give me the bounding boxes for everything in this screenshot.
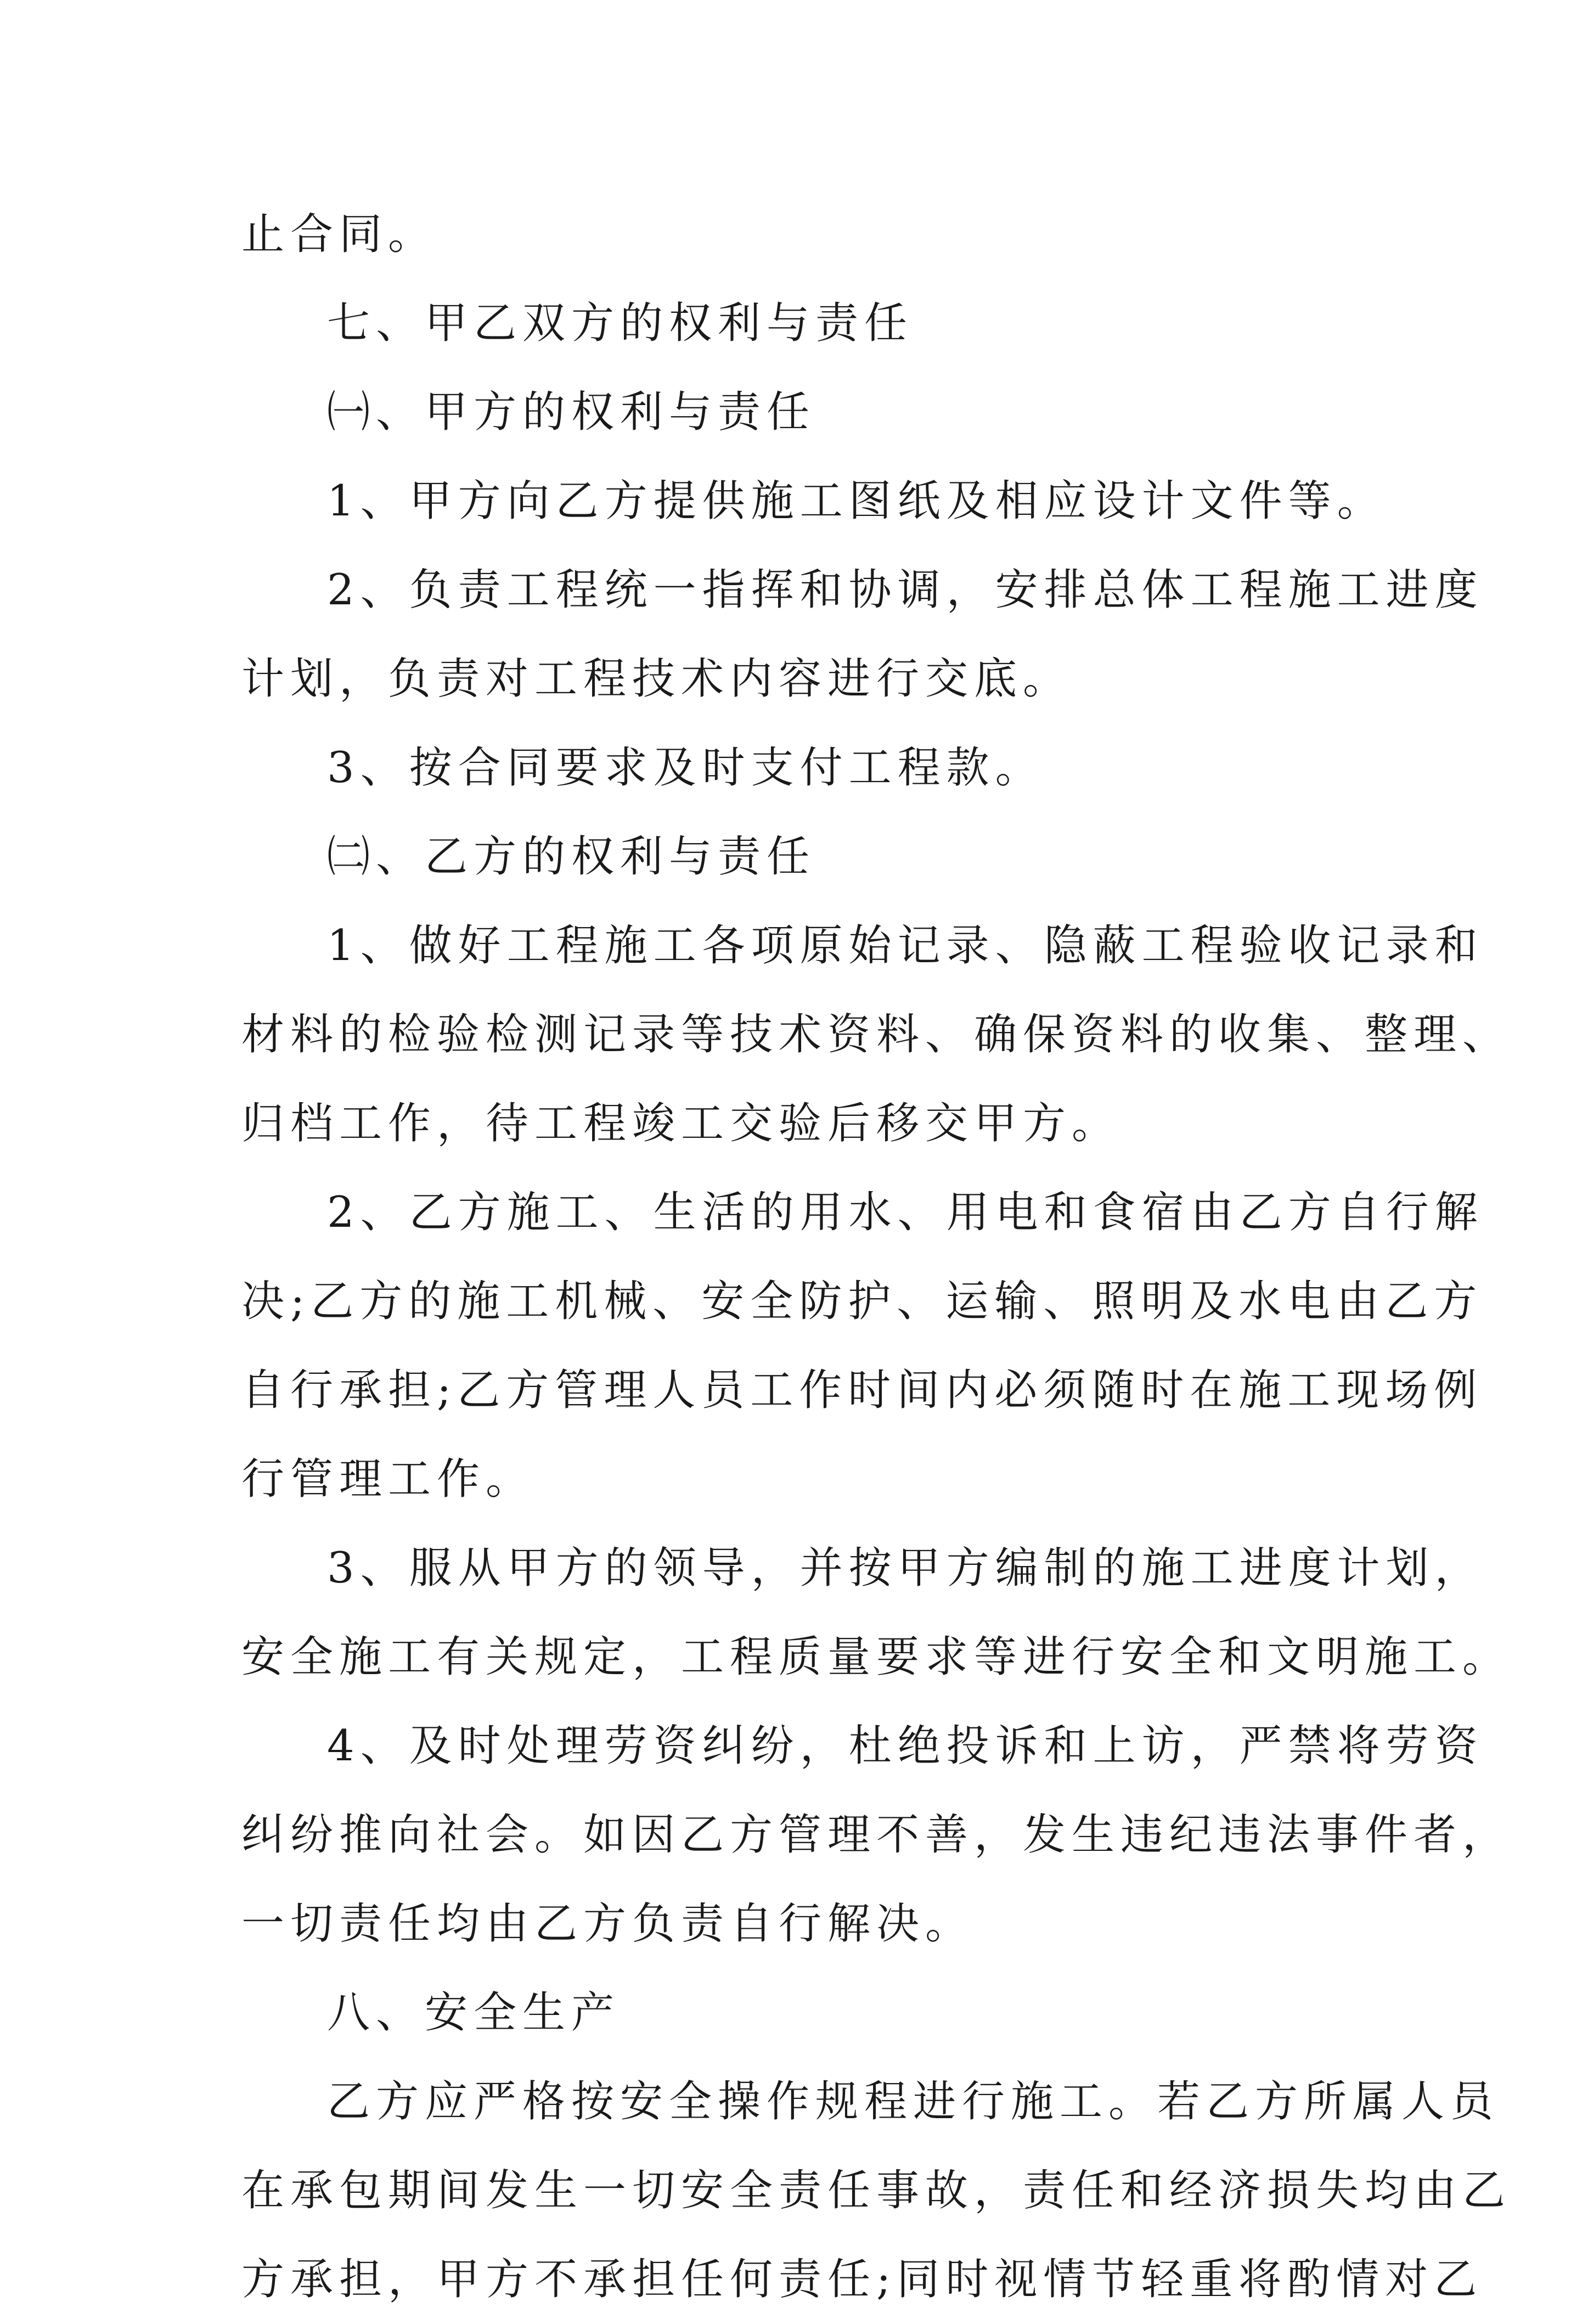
document-page (241, 190, 1512, 2324)
text-line: 行管理工作。 (241, 1455, 535, 1504)
text-line: 2、乙方施工、生活的用水、用电和食宿由乙方自行解 (327, 1188, 1484, 1237)
subsection-heading: ㈡、乙方的权利与责任 (327, 832, 816, 882)
text-line: 3、服从甲方的领导，并按甲方编制的施工进度计划， (327, 1543, 1484, 1593)
text-line: 止合同。 (241, 210, 437, 259)
text-line: 安全施工有关规定，工程质量要求等进行安全和文明施工。 (241, 1632, 1512, 1682)
section-heading: 八、安全生产 (327, 1988, 621, 2037)
text-line: 计划，负责对工程技术内容进行交底。 (241, 654, 1072, 704)
text-line: 归档工作，待工程竣工交验后移交甲方。 (241, 1099, 1121, 1148)
text-line: 在承包期间发生一切安全责任事故，责任和经济损失均由乙 (241, 2166, 1512, 2215)
text-line: 1、做好工程施工各项原始记录、隐蔽工程验收记录和 (327, 921, 1484, 970)
text-line: 纠纷推向社会。如因乙方管理不善，发生违纪违法事件者， (241, 1810, 1512, 1860)
text-line: 自行承担;乙方管理人员工作时间内必须随时在施工现场例 (241, 1366, 1483, 1415)
text-line: 1、甲方向乙方提供施工图纸及相应设计文件等。 (327, 476, 1386, 526)
subsection-heading: ㈠、甲方的权利与责任 (327, 388, 816, 437)
text-line: 4、及时处理劳资纠纷，杜绝投诉和上访，严禁将劳资 (327, 1721, 1484, 1771)
text-line: 乙方应严格按安全操作规程进行施工。若乙方所属人员 (327, 2077, 1500, 2126)
text-line: 决;乙方的施工机械、安全防护、运输、照明及水电由乙方 (241, 1277, 1483, 1326)
text-line: 3、按合同要求及时支付工程款。 (327, 743, 1044, 793)
text-line: 材料的检验检测记录等技术资料、确保资料的收集、整理、 (241, 1010, 1512, 1059)
text-line: 方承担，甲方不承担任何责任;同时视情节轻重将酌情对乙 (241, 2255, 1483, 2304)
text-line: 2、负责工程统一指挥和协调，安排总体工程施工进度 (327, 565, 1484, 615)
text-line: 一切责任均由乙方负责自行解决。 (241, 1899, 975, 1949)
section-heading: 七、甲乙双方的权利与责任 (327, 299, 914, 348)
